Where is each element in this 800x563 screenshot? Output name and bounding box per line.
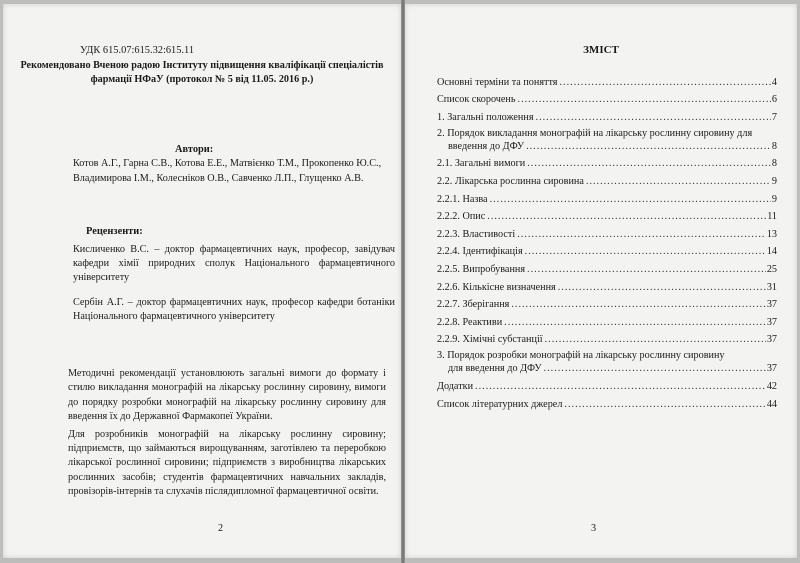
toc-entry-title: 2.2.6. Кількісне визначення	[437, 281, 556, 293]
toc-entry-page: 14	[766, 246, 777, 258]
toc-entry-page: 9	[771, 175, 777, 187]
toc-entry-title: 2.2.8. Реактиви	[437, 316, 503, 328]
page-number: 3	[591, 523, 597, 534]
authors-heading: Автори:	[175, 144, 214, 155]
toc-entry[interactable]	[437, 328, 777, 346]
reviewer-entry: Кисличенко В.С. – доктор фармацевтичних наук, професор, завідувач кафедри хімії природних сполук Національного фармацевтичного університету	[73, 244, 395, 283]
toc-entry-title: 2.1. Загальні вимоги	[437, 158, 526, 170]
toc-entry[interactable]	[437, 105, 777, 123]
toc-entry-title: Основні терміни та поняття	[437, 76, 558, 88]
toc-leader-dots	[544, 363, 766, 374]
reviewers-list	[73, 243, 395, 335]
toc-entry-title: 2.2.4. Ідентифікація	[437, 246, 523, 258]
toc-entry-title: Список скорочень	[437, 94, 516, 106]
toc-entry-title: 2.2.9. Хімічні субстанції	[437, 334, 543, 346]
approval-note: Рекомендовано Вченою радою Інституту підвищення кваліфікації спеціалістів фармації НФаУ (протокол № 5 від 11.05. 2016 р.)	[20, 60, 384, 85]
toc-entry-title: 2.2.3. Властивості	[437, 228, 516, 240]
toc-entry-title: 2.2.1. Назва	[437, 193, 488, 205]
toc-entry-page: 8	[771, 158, 777, 170]
toc-entry-page: 9	[771, 193, 777, 205]
toc-entry[interactable]	[437, 374, 777, 392]
toc-leader-dots	[560, 77, 771, 88]
toc-entry-page: 6	[771, 94, 777, 106]
description-text	[68, 367, 386, 503]
toc-entry[interactable]	[437, 257, 777, 275]
toc-entry-title: 2.2. Лікарська рослинна сировина	[437, 175, 584, 187]
toc-entry[interactable]	[437, 222, 777, 240]
toc-leader-dots	[526, 141, 771, 152]
toc-entry[interactable]	[437, 205, 777, 223]
toc-entry[interactable]	[437, 392, 777, 410]
toc-entry-page: 11	[767, 211, 777, 223]
udk-code: УДК 615.07:615.32:615.11	[80, 45, 195, 56]
toc-leader-dots	[545, 334, 766, 345]
toc-leader-dots	[517, 229, 766, 240]
toc-entry-page: 44	[766, 398, 777, 410]
toc-entry-title: Список літературних джерел	[437, 398, 563, 410]
toc-entry[interactable]	[437, 361, 777, 374]
toc-title: ЗМІСТ	[583, 44, 619, 56]
toc-entry-title: 2.2.2. Опис	[437, 211, 486, 223]
toc-entry-title: 2.2.7. Зберігання	[437, 299, 510, 311]
toc-entry-title: 1. Загальні положення	[437, 111, 534, 123]
toc-leader-dots	[487, 211, 766, 222]
toc-entry[interactable]	[437, 88, 777, 106]
toc-leader-dots	[527, 264, 766, 275]
toc-leader-dots	[518, 94, 771, 105]
toc-entry-title: 2. Порядок викладання монографій на лікарську рослинну сировину для	[437, 127, 753, 139]
toc-entry[interactable]	[437, 345, 777, 361]
toc-entry[interactable]	[437, 310, 777, 328]
toc-entry[interactable]	[437, 169, 777, 187]
toc-leader-dots	[527, 158, 771, 169]
toc-entry[interactable]	[437, 187, 777, 205]
toc-entry[interactable]	[437, 275, 777, 293]
toc-entry-page: 37	[766, 363, 777, 375]
right-page	[405, 4, 797, 558]
description-paragraph: Методичні рекомендації установлюють загальні вимоги до формату і стилю викладання монографій на лікарську рослинну сировину, вимоги до порядку розробки монографій на лікарську рослинну сировину для введення їх до Державної Фармакопеї України.	[68, 368, 386, 423]
toc-leader-dots	[511, 299, 765, 310]
toc-entry-page: 25	[766, 263, 777, 275]
toc-entry-page: 13	[766, 228, 777, 240]
toc-entry-page: 37	[766, 299, 777, 311]
toc-leader-dots	[490, 194, 771, 205]
toc-entry[interactable]	[437, 152, 777, 170]
toc-entry-page: 37	[766, 316, 777, 328]
table-of-contents	[437, 70, 777, 410]
toc-entry-title: Додатки	[437, 380, 474, 392]
toc-entry-page: 42	[766, 380, 777, 392]
toc-leader-dots	[536, 112, 771, 123]
toc-entry-page: 8	[771, 140, 777, 152]
audience-paragraph: Для розробників монографій на лікарську рослинну сировину; підприємств, що займаються вирощуванням, заготівлею та переробкою лікарської рослинної сировини; підприємств з виробництва лікарських рослинних засобів; студентів фармацевтичних навчальних закладів, провізорів-інтернів та слухачів післядипломної фармацевтичної освіти.	[68, 428, 386, 498]
toc-entry-page: 7	[771, 111, 777, 123]
toc-leader-dots	[558, 282, 766, 293]
toc-entry[interactable]	[437, 240, 777, 258]
toc-entry-title: 2.2.5. Випробування	[437, 263, 526, 275]
left-page	[3, 4, 401, 558]
authors-list: Котов А.Г., Гарна С.В., Котова Е.Е., Матвієнко Т.М., Прокопенко Ю.С., Владимирова І.М., Колесніков О.В., Савченко Л.П., Глущенко А.В.	[73, 158, 382, 184]
toc-entry-title: введення до ДФУ	[448, 140, 525, 152]
toc-entry[interactable]	[437, 70, 777, 88]
toc-entry-page: 31	[766, 281, 777, 293]
toc-leader-dots	[586, 176, 771, 187]
toc-entry[interactable]	[437, 293, 777, 311]
toc-leader-dots	[504, 317, 766, 328]
toc-entry[interactable]	[437, 139, 777, 152]
toc-entry-page: 4	[771, 76, 777, 88]
toc-entry-title: 3. Порядок розробки монографій на лікарську рослинну сировину	[437, 350, 725, 362]
toc-leader-dots	[564, 399, 765, 410]
reviewer-entry: Сербін А.Г. – доктор фармацевтичних наук, професор кафедри ботаніки Національного фармацевтичного університету	[73, 297, 395, 322]
toc-entry[interactable]	[437, 123, 777, 139]
toc-leader-dots	[475, 381, 766, 392]
reviewers-heading: Рецензенти:	[86, 226, 143, 237]
toc-entry-page: 37	[766, 334, 777, 346]
page-number: 2	[218, 523, 224, 534]
toc-leader-dots	[525, 246, 766, 257]
toc-entry-title: для введення до ДФУ	[448, 363, 542, 375]
